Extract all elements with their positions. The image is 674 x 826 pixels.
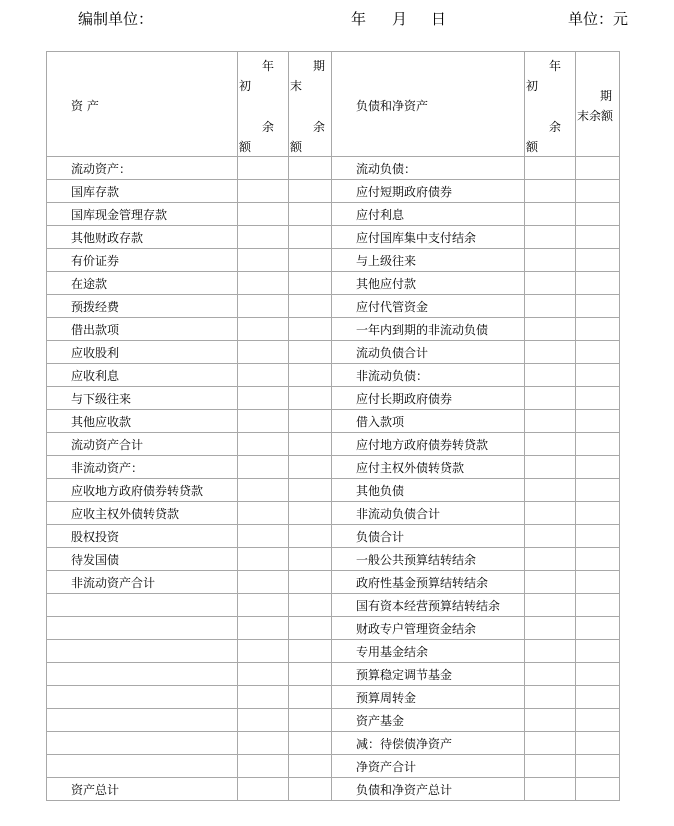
liability-label: 其他应付款	[332, 272, 525, 295]
header-begin-r-char-2: 初	[526, 79, 539, 93]
asset-begin-balance	[238, 755, 289, 778]
liability-begin-balance	[525, 410, 576, 433]
liability-begin-balance	[525, 226, 576, 249]
table-row	[47, 272, 620, 295]
table-row	[47, 548, 620, 571]
asset-begin-balance	[238, 410, 289, 433]
liability-begin-balance	[525, 594, 576, 617]
liability-label: 流动负债合计	[332, 341, 525, 364]
table-row	[47, 479, 620, 502]
asset-begin-balance	[238, 341, 289, 364]
liability-label: 国有资本经营预算结转结余	[332, 594, 525, 617]
liability-label: 专用基金结余	[332, 640, 525, 663]
table-row	[47, 640, 620, 663]
table-row	[47, 157, 620, 180]
asset-label: 流动资产：	[47, 157, 238, 180]
table-row	[47, 410, 620, 433]
reporting-unit-label: 编制单位：	[78, 10, 154, 28]
asset-label: 非流动资产：	[47, 456, 238, 479]
asset-begin-balance	[238, 180, 289, 203]
asset-end-balance	[289, 272, 332, 295]
liability-label: 负债和净资产总计	[332, 778, 525, 801]
liability-label: 应付利息	[332, 203, 525, 226]
asset-end-balance	[289, 180, 332, 203]
asset-end-balance	[289, 548, 332, 571]
asset-label: 待发国债	[47, 548, 238, 571]
liability-begin-balance	[525, 571, 576, 594]
asset-begin-balance	[238, 318, 289, 341]
header-begin-r-char-4: 额	[526, 140, 539, 154]
liability-begin-balance	[525, 364, 576, 387]
liability-end-balance	[576, 295, 620, 318]
asset-begin-balance	[238, 387, 289, 410]
table-row	[47, 663, 620, 686]
liability-label: 一般公共预算结转结余	[332, 548, 525, 571]
liability-end-balance	[576, 341, 620, 364]
asset-end-balance	[289, 433, 332, 456]
asset-end-balance	[289, 571, 332, 594]
asset-label	[47, 709, 238, 732]
liability-end-balance	[576, 755, 620, 778]
liability-label: 非流动负债合计	[332, 502, 525, 525]
asset-end-balance	[289, 318, 332, 341]
liability-label: 与上级往来	[332, 249, 525, 272]
liability-end-balance	[576, 180, 620, 203]
liability-label: 流动负债：	[332, 157, 525, 180]
asset-label: 资产总计	[47, 778, 238, 801]
table-row	[47, 686, 620, 709]
liability-label: 净资产合计	[332, 755, 525, 778]
liability-end-balance	[576, 502, 620, 525]
liability-end-balance	[576, 387, 620, 410]
asset-label	[47, 755, 238, 778]
asset-begin-balance	[238, 640, 289, 663]
liability-begin-balance	[525, 433, 576, 456]
asset-begin-balance	[238, 456, 289, 479]
liability-begin-balance	[525, 732, 576, 755]
header-end-balance-left	[289, 52, 332, 157]
asset-begin-balance	[238, 571, 289, 594]
asset-label: 股权投资	[47, 525, 238, 548]
header-begin-char-4: 额	[239, 140, 252, 154]
liability-label: 负债合计	[332, 525, 525, 548]
header-assets-cell	[47, 52, 238, 157]
asset-end-balance	[289, 157, 332, 180]
liability-end-balance	[576, 410, 620, 433]
liability-end-balance	[576, 617, 620, 640]
asset-end-balance	[289, 410, 332, 433]
liability-end-balance	[576, 525, 620, 548]
asset-end-balance	[289, 502, 332, 525]
liability-label: 政府性基金预算结转结余	[332, 571, 525, 594]
asset-begin-balance	[238, 157, 289, 180]
header-end-r-text: 末余额	[577, 109, 614, 123]
table-row	[47, 456, 620, 479]
asset-begin-balance	[238, 295, 289, 318]
header-end-char-3: 余	[313, 120, 326, 134]
asset-end-balance	[289, 341, 332, 364]
asset-end-balance	[289, 249, 332, 272]
liability-label: 应付短期政府债券	[332, 180, 525, 203]
asset-end-balance	[289, 387, 332, 410]
asset-label	[47, 686, 238, 709]
asset-end-balance	[289, 295, 332, 318]
asset-begin-balance	[238, 525, 289, 548]
header-end-char-4: 额	[290, 140, 303, 154]
asset-begin-balance	[238, 203, 289, 226]
liability-label: 应付代管资金	[332, 295, 525, 318]
asset-end-balance	[289, 226, 332, 249]
liability-label: 预算周转金	[332, 686, 525, 709]
table-row	[47, 525, 620, 548]
asset-begin-balance	[238, 663, 289, 686]
asset-end-balance	[289, 663, 332, 686]
liability-begin-balance	[525, 272, 576, 295]
liability-begin-balance	[525, 709, 576, 732]
asset-label: 借出款项	[47, 318, 238, 341]
liability-end-balance	[576, 594, 620, 617]
asset-end-balance	[289, 525, 332, 548]
table-row	[47, 364, 620, 387]
asset-label	[47, 640, 238, 663]
asset-label: 其他应收款	[47, 410, 238, 433]
report-header	[0, 0, 674, 40]
asset-label: 应收利息	[47, 364, 238, 387]
liability-label: 一年内到期的非流动负债	[332, 318, 525, 341]
table-header-row	[47, 52, 620, 157]
liability-begin-balance	[525, 686, 576, 709]
table-row	[47, 249, 620, 272]
liability-begin-balance	[525, 456, 576, 479]
asset-begin-balance	[238, 502, 289, 525]
month-label: 月	[392, 10, 408, 28]
liability-end-balance	[576, 249, 620, 272]
header-begin-char-2: 初	[239, 79, 252, 93]
asset-begin-balance	[238, 364, 289, 387]
liability-end-balance	[576, 479, 620, 502]
table-row	[47, 617, 620, 640]
liability-begin-balance	[525, 663, 576, 686]
asset-end-balance	[289, 709, 332, 732]
asset-begin-balance	[238, 617, 289, 640]
asset-label: 在途款	[47, 272, 238, 295]
header-begin-char-1: 年	[262, 59, 275, 73]
liability-begin-balance	[525, 778, 576, 801]
liability-label: 应付地方政府债券转贷款	[332, 433, 525, 456]
liability-end-balance	[576, 709, 620, 732]
liability-begin-balance	[525, 249, 576, 272]
liability-end-balance	[576, 318, 620, 341]
table-row	[47, 732, 620, 755]
asset-begin-balance	[238, 709, 289, 732]
asset-label: 应收主权外债转贷款	[47, 502, 238, 525]
asset-begin-balance	[238, 778, 289, 801]
header-end-r-char-1: 期	[600, 89, 613, 103]
asset-label: 与下级往来	[47, 387, 238, 410]
liability-label: 应付主权外债转贷款	[332, 456, 525, 479]
table-row	[47, 594, 620, 617]
liability-label: 借入款项	[332, 410, 525, 433]
asset-begin-balance	[238, 686, 289, 709]
liability-label: 预算稳定调节基金	[332, 663, 525, 686]
liability-end-balance	[576, 203, 620, 226]
liability-begin-balance	[525, 525, 576, 548]
header-assets: 资 产	[71, 99, 99, 113]
asset-label: 预拨经费	[47, 295, 238, 318]
table-row	[47, 180, 620, 203]
asset-label: 国库存款	[47, 180, 238, 203]
table-row	[47, 203, 620, 226]
liability-end-balance	[576, 226, 620, 249]
asset-end-balance	[289, 364, 332, 387]
day-label: 日	[431, 10, 447, 28]
table-row	[47, 295, 620, 318]
table-row	[47, 433, 620, 456]
liability-begin-balance	[525, 157, 576, 180]
table-row	[47, 341, 620, 364]
header-end-balance-right	[576, 52, 620, 157]
header-begin-r-char-3: 余	[549, 120, 562, 134]
asset-label	[47, 732, 238, 755]
liability-label: 应付长期政府债券	[332, 387, 525, 410]
liability-begin-balance	[525, 479, 576, 502]
liability-label: 财政专户管理资金结余	[332, 617, 525, 640]
liability-label: 其他负债	[332, 479, 525, 502]
asset-end-balance	[289, 479, 332, 502]
liability-end-balance	[576, 778, 620, 801]
table-row	[47, 502, 620, 525]
asset-begin-balance	[238, 732, 289, 755]
liability-end-balance	[576, 732, 620, 755]
liability-begin-balance	[525, 180, 576, 203]
header-begin-balance-right	[525, 52, 576, 157]
asset-end-balance	[289, 755, 332, 778]
table-row	[47, 778, 620, 801]
asset-end-balance	[289, 778, 332, 801]
liability-label: 减：待偿债净资产	[332, 732, 525, 755]
header-begin-balance-left	[238, 52, 289, 157]
liability-begin-balance	[525, 318, 576, 341]
header-end-char-1: 期	[313, 59, 326, 73]
asset-label: 其他财政存款	[47, 226, 238, 249]
header-end-char-2: 末	[290, 79, 303, 93]
table-row	[47, 571, 620, 594]
asset-label: 应收地方政府债券转贷款	[47, 479, 238, 502]
asset-end-balance	[289, 594, 332, 617]
asset-label: 有价证券	[47, 249, 238, 272]
currency-unit-label: 单位：元	[568, 10, 629, 28]
liability-begin-balance	[525, 640, 576, 663]
liability-label: 非流动负债：	[332, 364, 525, 387]
balance-sheet-table	[46, 51, 620, 801]
table-row	[47, 387, 620, 410]
asset-end-balance	[289, 617, 332, 640]
asset-label: 应收股利	[47, 341, 238, 364]
asset-begin-balance	[238, 433, 289, 456]
liability-end-balance	[576, 272, 620, 295]
liability-begin-balance	[525, 548, 576, 571]
asset-label: 流动资产合计	[47, 433, 238, 456]
asset-begin-balance	[238, 548, 289, 571]
asset-end-balance	[289, 203, 332, 226]
table-row	[47, 709, 620, 732]
liability-end-balance	[576, 571, 620, 594]
asset-begin-balance	[238, 226, 289, 249]
asset-begin-balance	[238, 594, 289, 617]
header-begin-r-char-1: 年	[549, 59, 562, 73]
liability-begin-balance	[525, 203, 576, 226]
table-row	[47, 755, 620, 778]
liability-begin-balance	[525, 341, 576, 364]
liability-label: 应付国库集中支付结余	[332, 226, 525, 249]
asset-end-balance	[289, 640, 332, 663]
liability-end-balance	[576, 157, 620, 180]
liability-end-balance	[576, 433, 620, 456]
header-begin-char-3: 余	[262, 120, 275, 134]
asset-label	[47, 594, 238, 617]
header-liabilities-cell	[332, 52, 525, 157]
asset-end-balance	[289, 732, 332, 755]
liability-end-balance	[576, 548, 620, 571]
table-row	[47, 318, 620, 341]
asset-label	[47, 617, 238, 640]
asset-label: 非流动资产合计	[47, 571, 238, 594]
liability-end-balance	[576, 686, 620, 709]
liability-end-balance	[576, 364, 620, 387]
liability-begin-balance	[525, 502, 576, 525]
liability-end-balance	[576, 640, 620, 663]
liability-end-balance	[576, 663, 620, 686]
liability-begin-balance	[525, 387, 576, 410]
asset-end-balance	[289, 686, 332, 709]
table-row	[47, 226, 620, 249]
asset-begin-balance	[238, 249, 289, 272]
header-liabilities: 负债和净资产	[356, 99, 429, 113]
asset-begin-balance	[238, 479, 289, 502]
liability-end-balance	[576, 456, 620, 479]
liability-label: 资产基金	[332, 709, 525, 732]
year-label: 年	[351, 10, 367, 28]
liability-begin-balance	[525, 295, 576, 318]
asset-label: 国库现金管理存款	[47, 203, 238, 226]
liability-begin-balance	[525, 755, 576, 778]
asset-end-balance	[289, 456, 332, 479]
liability-begin-balance	[525, 617, 576, 640]
asset-label	[47, 663, 238, 686]
asset-begin-balance	[238, 272, 289, 295]
